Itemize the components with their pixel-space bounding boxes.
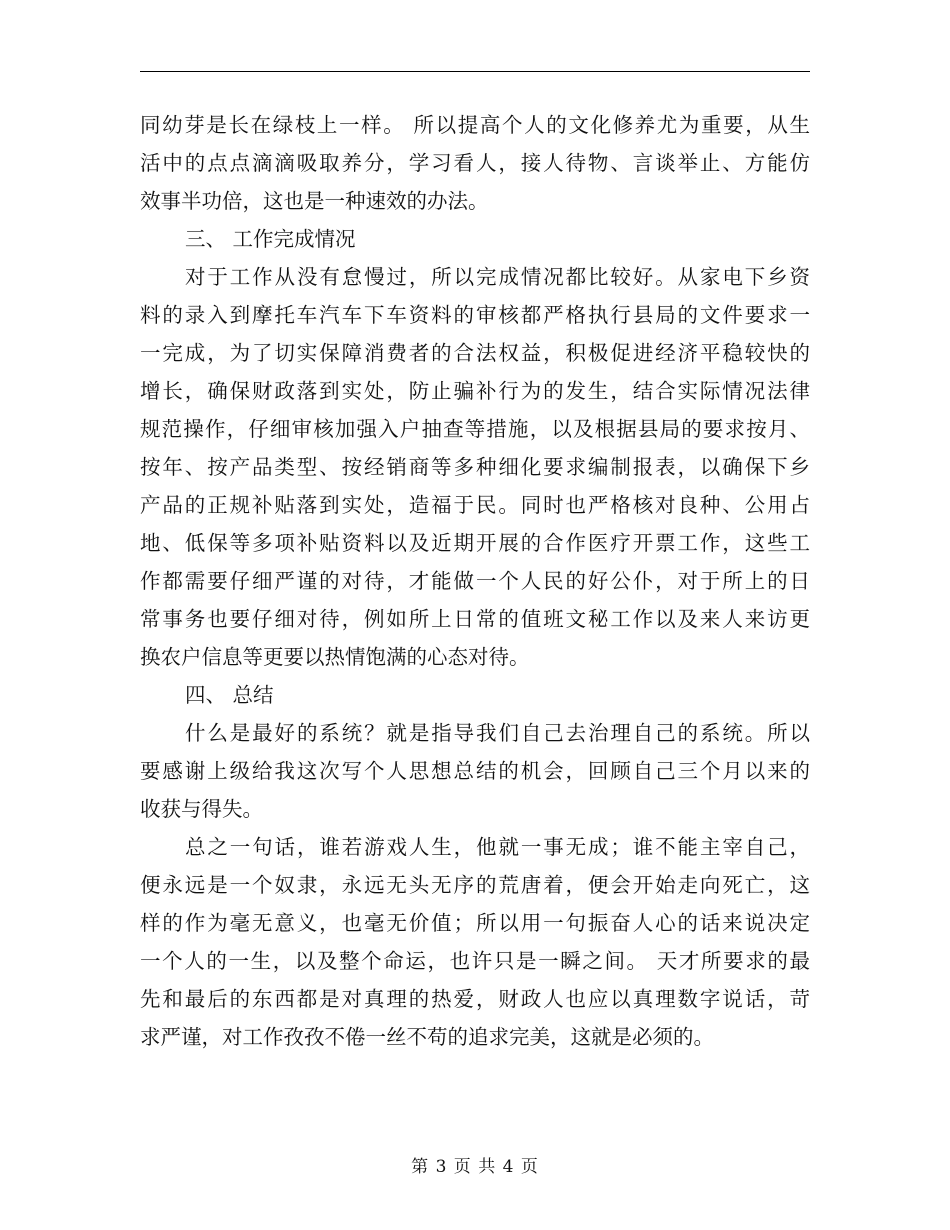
text-line: 什么是最好的系统？就是指导我们自己去治理自己的系统。所以 xyxy=(185,721,810,745)
text-line: 对于工作从没有怠慢过，所以完成情况都比较好。从家电下乡资 xyxy=(185,265,810,289)
text-line: 样的作为毫无意义，也毫无价值；所以用一句振奋人心的话来说决定 xyxy=(140,911,810,935)
page-number: 第 3 页 共 4 页 xyxy=(411,1157,539,1177)
text-line: 同幼芽是长在绿枝上一样。 所以提高个人的文化修养尤为重要，从生 xyxy=(140,113,810,137)
paragraph xyxy=(140,828,810,1056)
text-line: 作都需要仔细严谨的对待，才能做一个人民的好公仆，对于所上的日 xyxy=(140,569,810,593)
text-line: 活中的点点滴滴吸取养分，学习看人，接人待物、言谈举止、方能仿 xyxy=(140,151,810,175)
text-line: 换农户信息等更要以热情饱满的心态对待。 xyxy=(140,645,530,669)
text-line: 按年、按产品类型、按经销商等多种细化要求编制报表，以确保下乡 xyxy=(140,455,810,479)
section-heading xyxy=(140,220,810,258)
section-heading xyxy=(140,676,810,714)
text-line: 一完成，为了切实保障消费者的合法权益，积极促进经济平稳较快的 xyxy=(140,341,810,365)
header-rule xyxy=(140,71,810,72)
text-line: 总之一句话，谁若游戏人生，他就一事无成；谁不能主宰自己， xyxy=(185,835,810,859)
heading-text: 四、 总结 xyxy=(185,683,274,707)
text-line: 先和最后的东西都是对真理的热爱，财政人也应以真理数字说话，苛 xyxy=(140,987,810,1011)
document-body xyxy=(140,106,810,1056)
paragraph xyxy=(140,714,810,828)
text-line: 增长，确保财政落到实处，防止骗补行为的发生，结合实际情况法律 xyxy=(140,379,810,403)
text-line: 地、低保等多项补贴资料以及近期开展的合作医疗开票工作，这些工 xyxy=(140,531,810,555)
text-line: 一个人的一生，以及整个命运，也许只是一瞬之间。 天才所要求的最 xyxy=(140,949,810,973)
text-line: 规范操作，仔细审核加强入户抽查等措施，以及根据县局的要求按月、 xyxy=(140,417,810,441)
text-line: 要感谢上级给我这次写个人思想总结的机会，回顾自己三个月以来的 xyxy=(140,759,810,783)
text-line: 常事务也要仔细对待，例如所上日常的值班文秘工作以及来人来访更 xyxy=(140,607,810,631)
paragraph xyxy=(140,106,810,220)
text-line: 产品的正规补贴落到实处，造福于民。同时也严格核对良种、公用占 xyxy=(140,493,810,517)
text-line: 便永远是一个奴隶，永远无头无序的荒唐着，便会开始走向死亡，这 xyxy=(140,873,810,897)
text-line: 效事半功倍，这也是一种速效的办法。 xyxy=(140,189,489,213)
paragraph xyxy=(140,258,810,676)
text-line: 料的录入到摩托车汽车下车资料的审核都严格执行县局的文件要求一 xyxy=(140,303,810,327)
heading-text: 三、 工作完成情况 xyxy=(185,227,356,251)
text-line: 收获与得失。 xyxy=(140,797,263,821)
text-line: 求严谨，对工作孜孜不倦一丝不苟的追求完美，这就是必须的。 xyxy=(140,1025,714,1049)
